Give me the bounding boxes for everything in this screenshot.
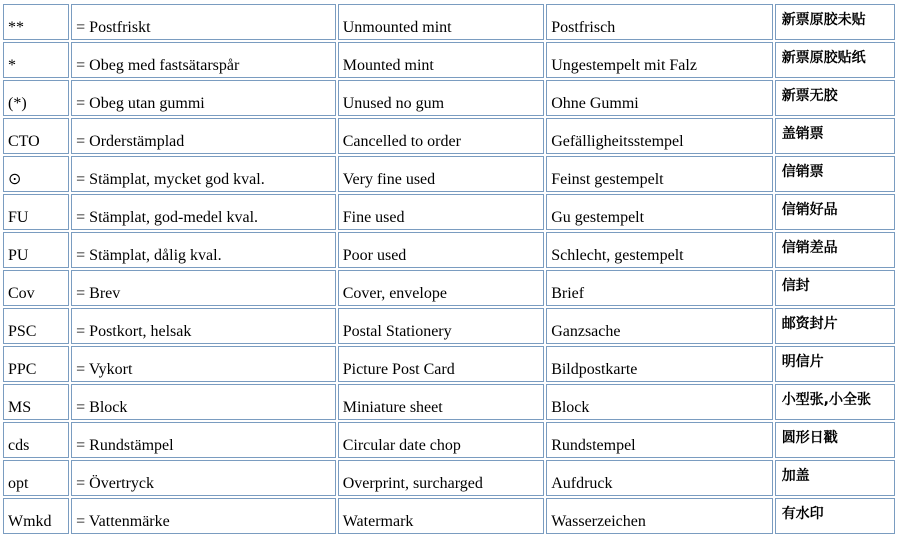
german-term-cell: Schlecht, gestempelt — [546, 232, 773, 268]
abbreviation-cell: PU — [3, 232, 69, 268]
english-term-cell: Watermark — [338, 498, 544, 534]
german-term-cell: Rundstempel — [546, 422, 773, 458]
german-term-cell: Bildpostkarte — [546, 346, 773, 382]
swedish-term-cell: = Postkort, helsak — [71, 308, 336, 344]
table-row — [3, 422, 895, 458]
table-row — [3, 460, 895, 496]
chinese-term-cell: 信封 — [775, 270, 895, 306]
chinese-term-cell: 新票无胶 — [775, 80, 895, 116]
table-row — [3, 498, 895, 534]
swedish-term-cell: = Stämplat, dålig kval. — [71, 232, 336, 268]
swedish-term-cell: = Block — [71, 384, 336, 420]
swedish-term-cell: = Obeg utan gummi — [71, 80, 336, 116]
german-term-cell: Ohne Gummi — [546, 80, 773, 116]
english-term-cell: Cover, envelope — [338, 270, 544, 306]
english-term-cell: Circular date chop — [338, 422, 544, 458]
chinese-term-cell: 信销差品 — [775, 232, 895, 268]
chinese-term-cell: 信销好品 — [775, 194, 895, 230]
table-row — [3, 4, 895, 40]
abbreviation-cell: opt — [3, 460, 69, 496]
table-row — [3, 194, 895, 230]
abbreviation-cell: (*) — [3, 80, 69, 116]
table-row — [3, 118, 895, 154]
german-term-cell: Brief — [546, 270, 773, 306]
english-term-cell: Unused no gum — [338, 80, 544, 116]
english-term-cell: Fine used — [338, 194, 544, 230]
abbreviation-table-container — [1, 2, 897, 536]
chinese-term-cell: 圆形日戳 — [775, 422, 895, 458]
table-row — [3, 308, 895, 344]
german-term-cell: Gefälligheitsstempel — [546, 118, 773, 154]
english-term-cell: Unmounted mint — [338, 4, 544, 40]
table-body — [3, 4, 895, 534]
chinese-term-cell: 新票原胶贴纸 — [775, 42, 895, 78]
swedish-term-cell: = Övertryck — [71, 460, 336, 496]
english-term-cell: Mounted mint — [338, 42, 544, 78]
english-term-cell: Poor used — [338, 232, 544, 268]
abbreviation-cell: CTO — [3, 118, 69, 154]
english-term-cell: Cancelled to order — [338, 118, 544, 154]
german-term-cell: Ganzsache — [546, 308, 773, 344]
abbreviation-cell: Cov — [3, 270, 69, 306]
table-row — [3, 384, 895, 420]
table-row — [3, 346, 895, 382]
german-term-cell: Block — [546, 384, 773, 420]
swedish-term-cell: = Orderstämplad — [71, 118, 336, 154]
german-term-cell: Postfrisch — [546, 4, 773, 40]
german-term-cell: Aufdruck — [546, 460, 773, 496]
chinese-term-cell: 盖销票 — [775, 118, 895, 154]
german-term-cell: Wasserzeichen — [546, 498, 773, 534]
swedish-term-cell: = Postfriskt — [71, 4, 336, 40]
abbreviation-cell: PPC — [3, 346, 69, 382]
abbreviation-cell: cds — [3, 422, 69, 458]
english-term-cell: Postal Stationery — [338, 308, 544, 344]
table-row — [3, 270, 895, 306]
german-term-cell: Feinst gestempelt — [546, 156, 773, 192]
chinese-term-cell: 有水印 — [775, 498, 895, 534]
swedish-term-cell: = Stämplat, god-medel kval. — [71, 194, 336, 230]
chinese-term-cell: 信销票 — [775, 156, 895, 192]
swedish-term-cell: = Vykort — [71, 346, 336, 382]
table-row — [3, 42, 895, 78]
swedish-term-cell: = Obeg med fastsätarspår — [71, 42, 336, 78]
english-term-cell: Miniature sheet — [338, 384, 544, 420]
swedish-term-cell: = Rundstämpel — [71, 422, 336, 458]
abbreviation-cell: ** — [3, 4, 69, 40]
english-term-cell: Picture Post Card — [338, 346, 544, 382]
chinese-term-cell: 加盖 — [775, 460, 895, 496]
chinese-term-cell: 明信片 — [775, 346, 895, 382]
english-term-cell: Very fine used — [338, 156, 544, 192]
abbreviation-cell: ⊙ — [3, 156, 69, 192]
table-row — [3, 156, 895, 192]
abbreviation-cell: PSC — [3, 308, 69, 344]
chinese-term-cell: 新票原胶未贴 — [775, 4, 895, 40]
chinese-term-cell: 小型张,小全张 — [775, 384, 895, 420]
swedish-term-cell: = Brev — [71, 270, 336, 306]
swedish-term-cell: = Vattenmärke — [71, 498, 336, 534]
table-row — [3, 232, 895, 268]
swedish-term-cell: = Stämplat, mycket god kval. — [71, 156, 336, 192]
abbreviation-cell: Wmkd — [3, 498, 69, 534]
table-row — [3, 80, 895, 116]
abbreviation-cell: FU — [3, 194, 69, 230]
chinese-term-cell: 邮资封片 — [775, 308, 895, 344]
english-term-cell: Overprint, surcharged — [338, 460, 544, 496]
abbreviation-cell: * — [3, 42, 69, 78]
german-term-cell: Ungestempelt mit Falz — [546, 42, 773, 78]
german-term-cell: Gu gestempelt — [546, 194, 773, 230]
abbreviation-table — [1, 2, 897, 536]
abbreviation-cell: MS — [3, 384, 69, 420]
